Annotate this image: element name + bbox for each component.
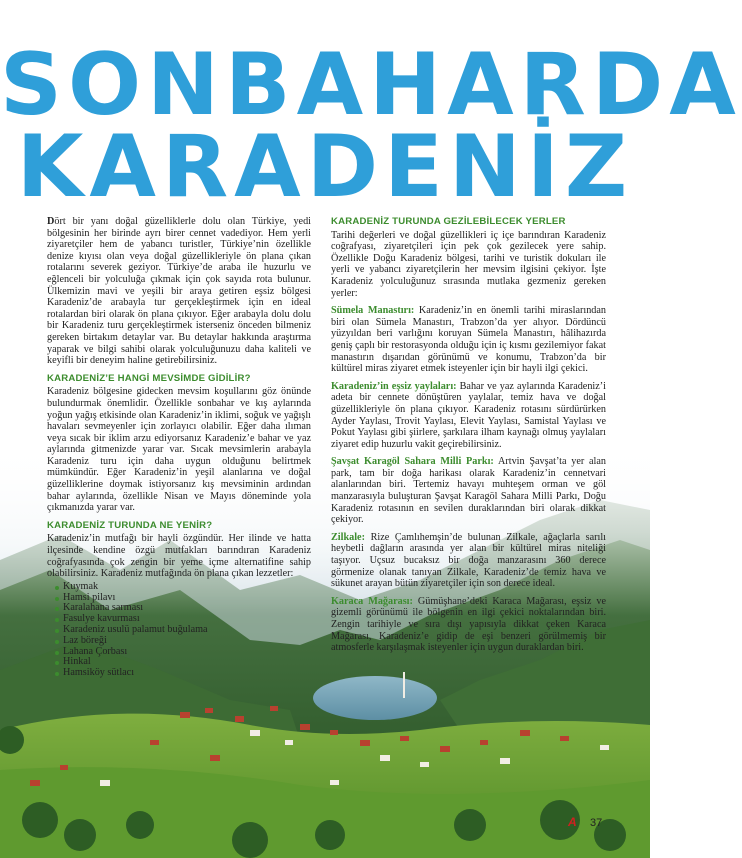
page-number: 37 [590,817,603,829]
heading-places: KARADENİZ TURUNDA GEZİLEBİLECEK YERLER [331,216,566,227]
zilkale-keyword: Zilkale: [331,531,365,543]
title-line-2: KARADENİZ [16,117,634,217]
list-item: Lahana Çorbası [55,647,311,658]
places-paragraph: Tarihi değerleri ve doğal güzellikleri iç içe barındıran Karadeniz coğrafyası, ziyaretçileri için pek çok gezilecek yere sahip. Özellikle Doğu Karadeniz bölgesi, tarihi ve turistik dokuları ile yerli ve yabancı ziyaretçilerin her mevsim ilgisini çekiyor. İşte Karadeniz yolculuğunuz sırasında mutlaka gezmeniz gereken yerler: [331,229,606,299]
karaca-keyword: Karaca Mağarası: [331,595,413,607]
list-item: Karadeniz usulü palamut buğulama [55,625,311,636]
zilkale-text: Rize Çamlıhemşin’de bulunan Zilkale, ağaçlarla sarılı heybetli dağların arasında yer alan bir kültürel miras niteliği taşıyor. Uçsuz bucaksız bir doğa manzarasını 360 derece görmenize olanak tanıyan Zilkale, Karadeniz’de temiz hava ve sükunet arayan bütün ziyaretçiler için son derece ideal. [331,531,606,590]
heading-season: KARADENİZ’E HANGİ MEVSİMDE GİDİLİR? [47,372,251,384]
title-line-1: SONBAHARDA [0,35,742,135]
list-item: Kuymak [55,582,311,593]
savsat-text: Artvin Şavşat’ta yer alan park, tam bir doğa harikası olarak Karadeniz’in cennetvari alanlarından biri. Tertemiz havayı muhteşem orman ve göl manzarasıyla buluşturan Şavşat Karagöl Sahara Milli Parkı, Doğu Karadeniz rotasının en sevilen duraklarından biri olarak dikkat çekiyor. [331,456,606,526]
magazine-logo: A [568,815,577,829]
right-column [331,216,606,660]
list-item: Fasulye kavurması [55,614,311,625]
list-item: Laz böreği [55,636,311,647]
zilkale-paragraph [331,532,606,590]
food-list [47,582,311,679]
left-column [47,216,311,679]
list-item: Karalahana sarması [55,603,311,614]
yayla-text: Bahar ve yaz aylarında Karadeniz’i adeta bir cennete dönüştüren yaylalar, temiz hava ve doğal güzellikleriyle ön plana çıkıyor. Karadeniz rotasını sürdürürken Ayder Yaylası, Trovit Yaylası, Elevit Yaylası, Samistal Yaylası ve Pokut Yaylası gibi şiirlere, şarkılara ilham kaynağı olmuş yaylaları ziyaret edip huzurlu vakit geçirebilirsiniz. [331,380,606,450]
sumela-text: Karadeniz’in en önemli tarihi miraslarından biri olan Sümela Manastırı, Trabzon’da yer alıyor. Dördüncü yüzyıldan beri varlığını koruyan Sümela Manastırı, hâlihazırda geniş çaplı bir restorasyonda olduğu için iç kısmı gezilemiyor fakat manastırın dışarıdan görünümü ve konumu, Trabzon’da bir kültürel miras ziyaret etmek isteyenler için bir hayli ilgi çekici. [331,305,607,375]
heading-food: KARADENİZ TURUNDA NE YENİR? [47,519,213,531]
karaca-text: Gümüşhane’deki Karaca Mağarası, eşsiz ve gizemli görünümü ile bölgenin en ilgi çekici noktalarından biri. Zengin tarihiyle ve sıra dışı yapısıyla dikkat çeken Karaca Mağarası, Karadeniz’e gidip de eşi benzeri görülmemiş bir atmosferle karşılaşmak isteyenler için uygun duraklardan biri. [331,595,606,654]
list-item: Hinkal [55,657,311,668]
intro-text: ört bir yanı doğal güzelliklerle dolu olan Türkiye, yedi bölgesinin her birinde ayrı birer cennet vadediyor. Hem yerli ziyaretçiler hem de yabancı turistler, Türkiye’nin özellikle denize kıyısı olan veya doğal güzellikleriyle ön plana çıkan rotalarını severek geziyor. Türkiye’de araba ile huzurlu ve eğlenceli bir yolculuğa çıkmak için çok sayıda rota bulunur. Ülkemizin mavi ve yeşili bir araya getiren eşsiz bölgesi Karadeniz’de arabayla tur gerçekleştirmek için en ideal rotalardan biri olarak ön plana çıkıyor. Eğer arabayla dolu dolu bir Karadeniz turu gerçekleştirmek isterseniz önceden bilmeniz gereken birtakım detaylar var. Bu detaylar hakkında araştırma yaparak ve bilgi sahibi olarak yolculuğunuzu daha kaliteli ve keyifli bir deneyim haline getirebilirsiniz. [47,216,311,367]
sumela-keyword: Sümela Manastırı: [331,305,415,317]
intro-paragraph [47,216,311,367]
savsat-paragraph [331,456,606,526]
yayla-paragraph [331,381,606,451]
list-item: Hamsiköy sütlacı [55,668,311,679]
yayla-keyword: Karadeniz’in eşsiz yaylaları: [331,380,457,392]
sumela-paragraph [331,305,606,375]
drop-cap: D [47,216,55,227]
season-paragraph: Karadeniz bölgesine gidecken mevsim koşullarını göz önünde bulundurmak önemlidir. Özellikle sonbahar ve kış aylarında yoğun yağış etkisinde olan Karadeniz’in iklimi, soğuk ve yağışlı havaları sevmeyenler için zorlayıcı olabilir. Eğer daha ılıman veya sıcak bir iklim arzu ediyorsanız Karadeniz’e bahar ve yaz aylarında gitmenizde yarar var. Sıcak mevsimlerin arabayla Karadeniz turu için daha uygun olduğunu belirtmek mümkündür. Eğer Karadeniz’in yeşil alanlarına ve doğal güzelliklerine doymak istiyorsanız kış mevsiminin ardından bahar aylarında, özellikle Nisan ve Mayıs döneminde yola çıkmanızda yarar var. [47,386,311,514]
food-paragraph: Karadeniz’in mutfağı bir hayli özgündür. Her ilinde ve hatta ilçesinde kendine özgü mutfakları barındıran Karadeniz coğrafyasında çok zengin bir yeme içme alternatifine sahip olabilirsiniz. Karadeniz mutfağında ön plana çıkan lezzetler: [47,533,311,580]
savsat-keyword: Şavşat Karagöl Sahara Milli Parkı: [331,456,494,468]
karaca-paragraph [331,596,606,654]
list-item: Hamsi pilavı [55,593,311,604]
